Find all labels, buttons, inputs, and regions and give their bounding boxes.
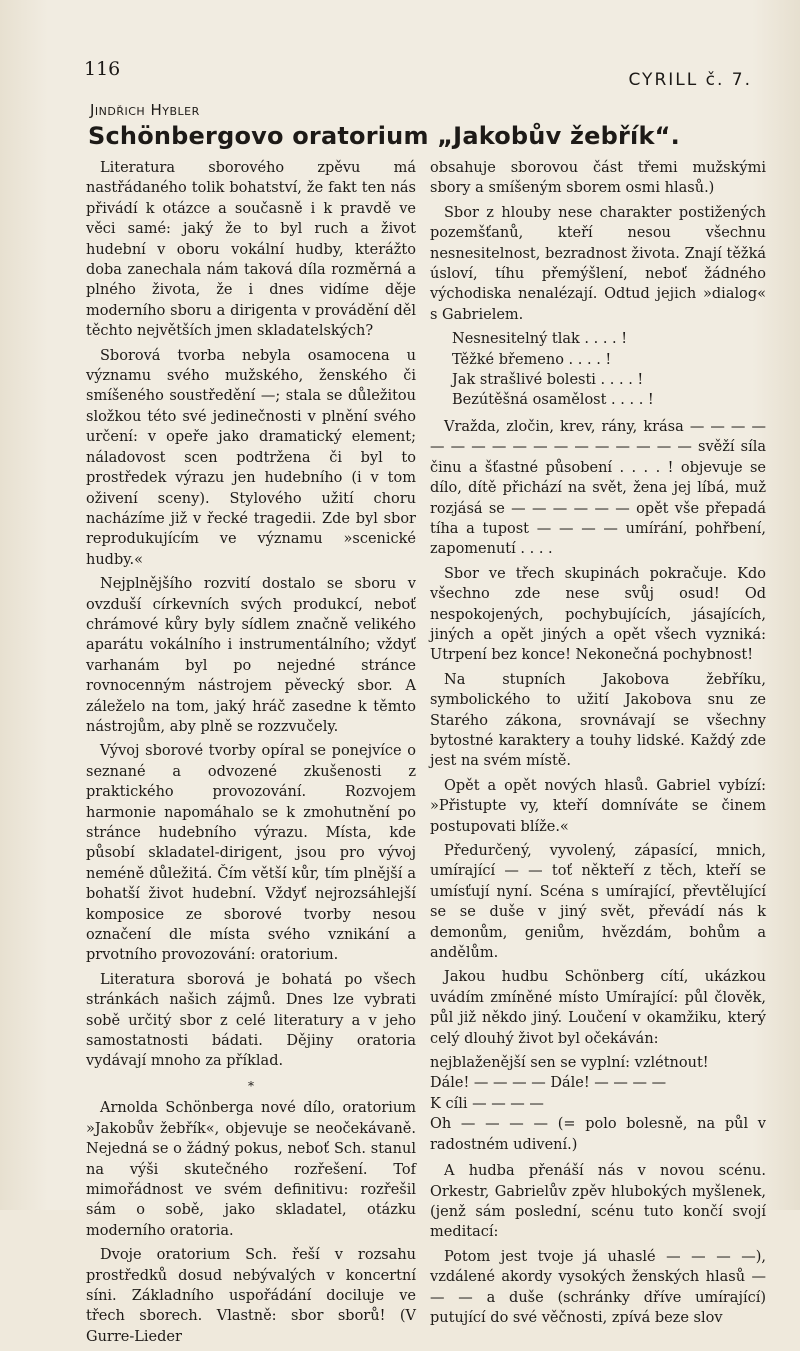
verse-block	[430, 1053, 766, 1155]
left-column	[86, 158, 416, 1351]
paragraph: Vývoj sborové tvorby opíral se ponejvíce o seznané a odvozené zkušenosti z praktického provozování. Rozvojem harmonie napomáhalo se k zmohutnění po stránce hudebního výrazu. Místa, kde působí skladatel-dirigent, jsou pro vývoj neméně důležitá. Čím větší kůr, tím plnější a bohatší život hudební. Vždyť nejrozsáhlejší komposice ze sborové tvorby nesou označení dle místa svého vznikání a prvotního provozování: oratorium.	[86, 743, 416, 964]
paragraph: Potom jest tvoje já uhaslé — — — —), vzdálené akordy vysokých ženských hlasů — — — a duše (schránky dříve umírající) putující do své věčnosti, zpívá beze slov	[430, 1248, 766, 1326]
section-separator: *	[248, 1078, 254, 1093]
article-author: Jindřich Hybler	[90, 101, 200, 119]
verse-line: Nesnesitelný tlak . . . . !	[452, 331, 628, 348]
verse-line: nejblaženější sen se vyplní: vzlétnout!	[430, 1055, 709, 1072]
paragraph: A hudba přenáší nás v novou scénu. Orkestr, Gabrielův zpěv hlubokých myšlenek, (jenž sám poslední, scénu tuto končí svojí meditací:	[430, 1163, 766, 1241]
article-title: Schönbergovo oratorium „Jakobův žebřík“.	[88, 122, 680, 150]
paragraph: Vražda, zločin, krev, rány, krása — — — — — — — — — — — — — — — — — svěží síla činu a šťastné působení . . . . ! objevuje se dílo, dítě přichází na svět, žena jej líbá, muž rozjásá se — — — — — — opět vše přepadá tíha a tupost — — — — umírání, pohřbení, zapomenutí . . . .	[430, 418, 766, 558]
paragraph: Sbor z hlouby nese charakter postižených pozemšťanů, kteří nesou všechnu nesnesitelnost, bezradnost života. Znají těžká úsloví, tíhu přemýšlení, neboť žádného východiska nenalézají. Odtud jejich »dialog« s Gabrielem.	[430, 204, 766, 323]
verse-line: Těžké břemeno . . . . !	[452, 351, 612, 368]
paragraph: obsahuje sborovou část třemi mužskými sbory a smíšeným sborem osmi hlasů.)	[430, 160, 766, 197]
journal-running-head: CYRILL č. 7.	[628, 70, 752, 90]
page-number: 116	[84, 58, 121, 80]
verse-line: K cíli — — — —	[430, 1095, 544, 1112]
verse-line: Jak strašlivé bolesti . . . . !	[452, 372, 644, 389]
paragraph: Literatura sborového zpěvu má nastřádaného tolik bohatství, že fakt ten nás přivádí k otázce a současně i k pravdě ve věci samé: jaký že to byl ruch a život hudební v oboru vokální hudby, kterážto doba zanechala nám taková díla rozměrná a plného života, že i dnes vidíme děje moderního sboru a dirigenta v provádění děl těchto největších jmen skladatelských?	[86, 160, 416, 340]
paragraph: Sbor ve třech skupinách pokračuje. Kdo všechno zde nese svůj osud! Od nespokojených, pochybujících, jásajících, jiných a opět jiných a opět všech vyzniká: Utrpení bez konce! Nekonečná pochybnost!	[430, 565, 766, 664]
paragraph: Předurčený, vyvolený, zápasící, mnich, umírající — — toť někteří z těch, kteří se umísťují nyní. Scéna s umírající, převtělující se se duše v jiný svět, převádí nás k demonům, geniům, hvězdám, bohům a andělům.	[430, 843, 766, 962]
paragraph: Jakou hudbu Schönberg cítí, ukázkou uvádím zmíněné místo Umírající: půl člověk, půl již někdo jiný. Loučení v okamžiku, který celý dlouhý život byl očekáván:	[430, 969, 766, 1047]
right-column	[430, 158, 766, 1332]
paragraph: Literatura sborová je bohatá po všech stránkách našich zájmů. Dnes lze vybrati sobě určitý sbor z celé literatury a v jeho samostatnosti bádati. Dějiny oratoria vydávají mnoho za příklad.	[86, 971, 416, 1070]
verse-line: Bezútěšná osamělost . . . . !	[452, 392, 654, 409]
paragraph: Nejplnějšího rozvití dostalo se sboru v ovzduší církevních svých produkcí, neboť chrámové kůry byly sídlem značně velikého aparátu vokálního i instrumentálního; vždyť varhanám byl po nejedné stránce rovnocenným nástrojem pěvecký sbor. A záleželo na tom, jaký hráč zasedne k těmto nástrojům, aby plně se rozzvučely.	[86, 576, 416, 735]
paragraph: Sborová tvorba nebyla osamocena u významu svého mužského, ženského či smíšeného soustředění —; stala se důležitou složkou této své jedinečnosti v plnění svého určení: v opeře jako dramatický element; náladovost scen podtržena či byl to prostředek výrazu jen hudebního (i v tom oživení sceny). Stylového užití choru nacházíme již v řecké tragedii. Zde byl sbor reprodukujícím ve významu »scenické hudby.«	[86, 347, 416, 568]
paragraph: Na stupních Jakobova žebříku, symbolického to užití Jakobova snu ze Starého zákona, srovnávají se všechny bytostné karaktery a touhy lidské. Každý zde jest na svém místě.	[430, 671, 766, 770]
paragraph: Dvoje oratorium Sch. řeší v rozsahu prostředků dosud nebývalých v koncertní síni. Základního uspořádání dociluje ve třech sborech. Vlastně: sbor sborů! (V Gurre-Lieder	[86, 1247, 416, 1345]
paragraph: Opět a opět nových hlasů. Gabriel vybízí: »Přistupte vy, kteří domníváte se činem postupovati blíže.«	[430, 777, 766, 835]
verse-block	[430, 329, 766, 411]
verse-line: Dále! — — — — Dále! — — — —	[430, 1075, 667, 1092]
paragraph: Arnolda Schönberga nové dílo, oratorium »Jakobův žebřík«, objevuje se neočekávaně. Nejedná se o žádný pokus, neboť Sch. stanul na výši skutečného rozřešení. Tof mimořádnost ve svém definitivu: rozřešil sám o sobě, jako skladatel, otázku moderního oratoria.	[86, 1100, 416, 1239]
verse-line: Oh — — — — (= polo bolesně, na půl v radostném udivení.)	[430, 1116, 766, 1153]
